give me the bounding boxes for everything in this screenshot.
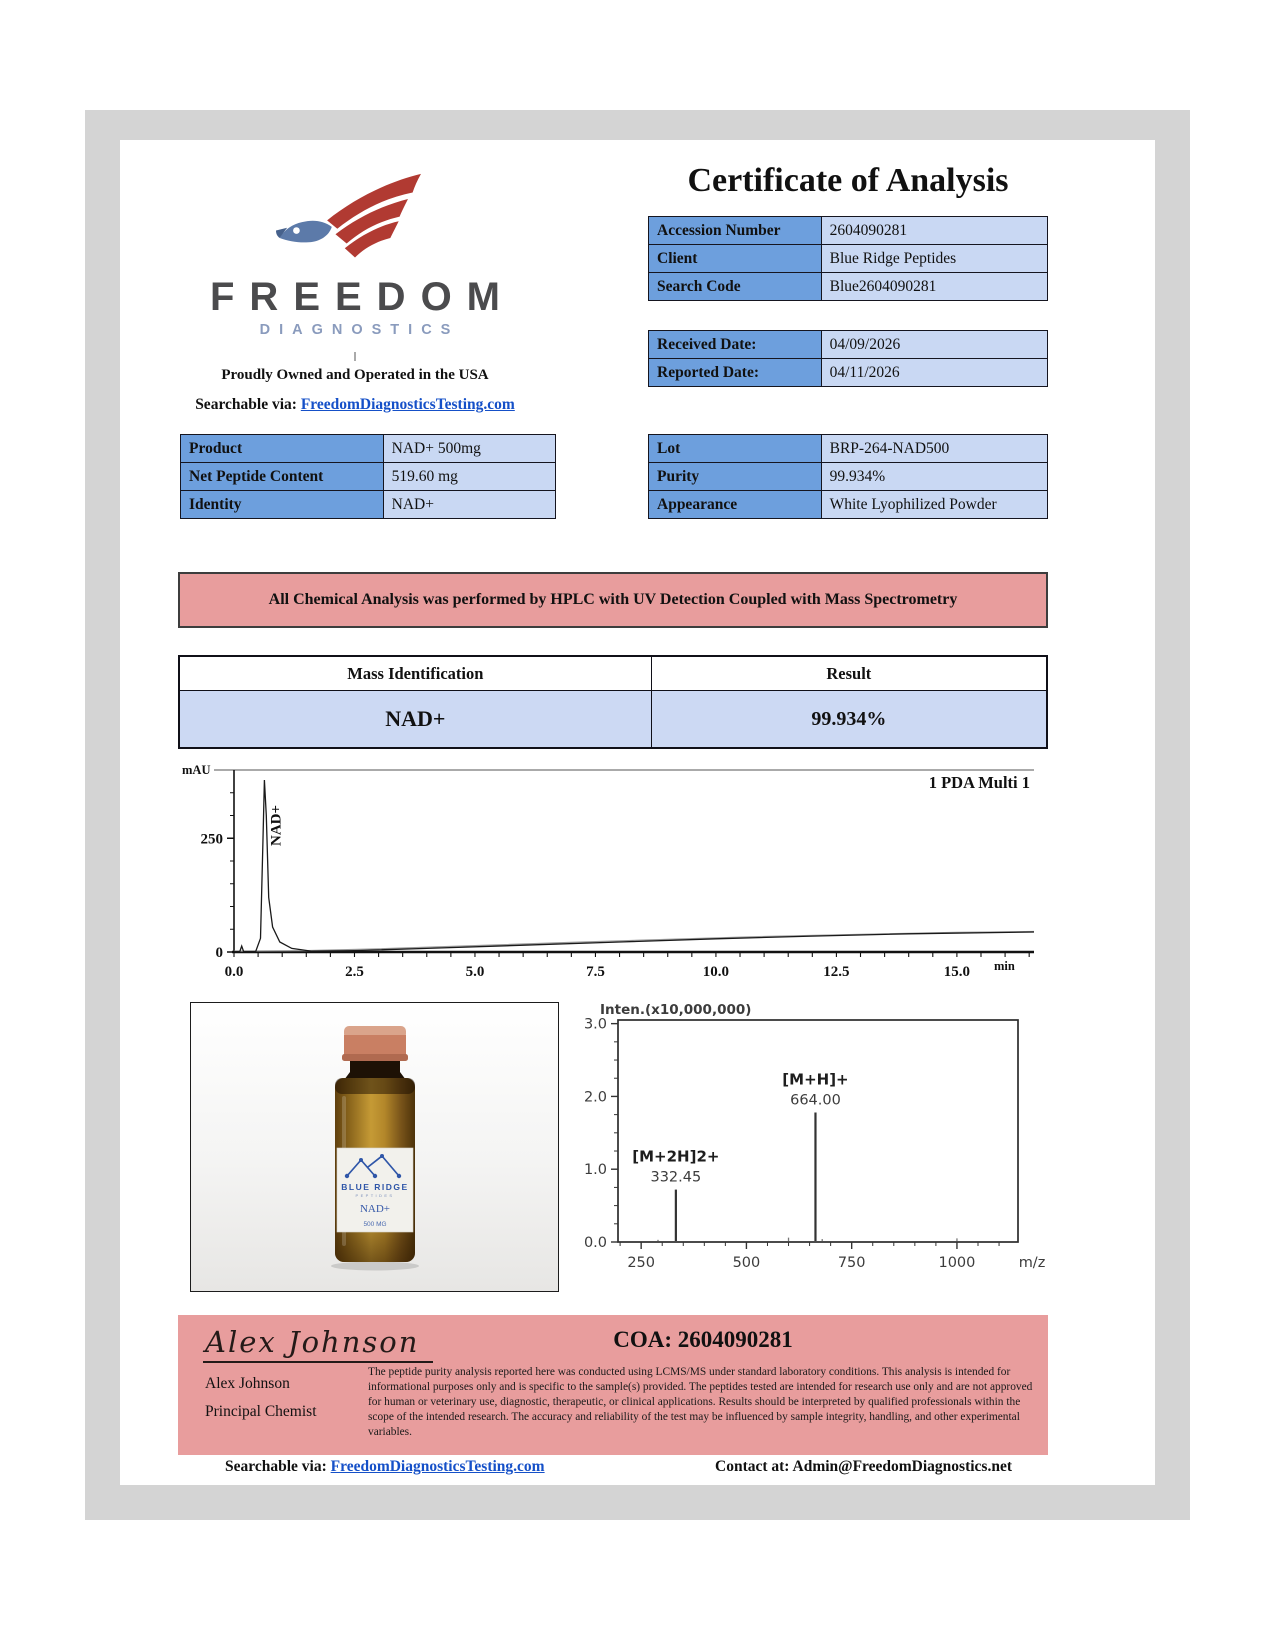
field-label: Received Date: xyxy=(649,331,822,359)
field-value: 99.934% xyxy=(821,463,1047,491)
product-table xyxy=(180,434,556,519)
field-label: Reported Date: xyxy=(649,359,822,387)
vial-product-name: NAD+ xyxy=(359,1203,390,1215)
logo-tagline: Proudly Owned and Operated in the USA xyxy=(221,367,489,383)
footer-searchable xyxy=(225,1458,545,1476)
svg-text:1 PDA Multi 1: 1 PDA Multi 1 xyxy=(928,773,1030,792)
disclaimer-text: The peptide purity analysis reported here was conducted using LCMS/MS under standard laboratory conditions. This analysis is intended for informational purposes only and is specific to the sample(s) provided. The peptides tested are intended for research use only and are not approved for human or veterinary use, diagnostic, therapeutic, or clinical applications. Results should be interpreted by qualified professionals within the scope of the intended research. The accuracy and reliability of the test may be influenced by sample integrity, handling, and other experimental variables. xyxy=(368,1366,1033,1439)
field-label: Product xyxy=(181,435,384,463)
footer-contact-value: Admin@FreedomDiagnostics.net xyxy=(792,1458,1012,1475)
svg-text:0: 0 xyxy=(215,945,223,961)
svg-text:Inten.(x10,000,000): Inten.(x10,000,000) xyxy=(600,1002,752,1018)
signature-script: Alex Johnson xyxy=(203,1325,433,1363)
svg-text:mAU: mAU xyxy=(182,763,211,777)
chemist-name: Alex Johnson xyxy=(205,1375,290,1392)
field-value: Blue2604090281 xyxy=(821,273,1047,301)
svg-text:500: 500 xyxy=(732,1255,761,1271)
field-value: NAD+ xyxy=(383,491,555,519)
svg-text:7.5: 7.5 xyxy=(586,964,605,980)
svg-text:12.5: 12.5 xyxy=(823,964,850,980)
footer-search-link[interactable]: FreedomDiagnosticsTesting.com xyxy=(330,1458,545,1475)
field-label: Search Code xyxy=(649,273,822,301)
field-value: Blue Ridge Peptides xyxy=(821,245,1047,273)
certificate-paper xyxy=(120,140,1155,1485)
svg-text:2.0: 2.0 xyxy=(583,1089,607,1106)
svg-text:min: min xyxy=(994,959,1015,973)
vial-shoulder-shade xyxy=(335,1078,415,1094)
searchable-link[interactable]: FreedomDiagnosticsTesting.com xyxy=(300,396,515,413)
result-header: Result xyxy=(651,656,1047,691)
searchable-label: Searchable via: xyxy=(195,396,297,413)
field-label: Accession Number xyxy=(649,217,822,245)
freedom-logo xyxy=(180,168,530,414)
field-label: Net Peptide Content xyxy=(181,463,384,491)
product-vial-photo xyxy=(190,1002,559,1292)
vial-cap xyxy=(344,1035,406,1056)
mass-header: Mass Identification xyxy=(179,656,651,691)
svg-text:m/z: m/z xyxy=(1018,1255,1046,1271)
field-label: Lot xyxy=(649,435,822,463)
field-value: 04/11/2026 xyxy=(821,359,1047,387)
svg-text:750: 750 xyxy=(837,1255,866,1271)
svg-text:2.5: 2.5 xyxy=(345,964,364,980)
hplc-chromatogram xyxy=(178,762,1052,1002)
vial-brand: BLUE RIDGE xyxy=(340,1182,409,1192)
logo-wordmark-sub: DIAGNOSTICS xyxy=(259,322,460,338)
signature-block xyxy=(178,1315,1048,1455)
vial-brand-sub: PEPTIDES xyxy=(355,1193,394,1198)
svg-text:15.0: 15.0 xyxy=(943,964,971,980)
vial-shadow xyxy=(331,1262,419,1271)
svg-text:3.0: 3.0 xyxy=(583,1016,607,1033)
field-value: NAD+ 500mg xyxy=(383,435,555,463)
svg-text:332.45: 332.45 xyxy=(650,1169,702,1186)
footer-contact-label: Contact at: xyxy=(715,1458,790,1475)
field-label: Appearance xyxy=(649,491,822,519)
vial-illustration xyxy=(300,1014,450,1280)
field-value: 2604090281 xyxy=(821,217,1047,245)
footer-search-label: Searchable via: xyxy=(225,1458,327,1475)
svg-text:250: 250 xyxy=(627,1255,656,1271)
vial-dose: 500 MG xyxy=(362,1221,387,1228)
svg-text:664.00: 664.00 xyxy=(790,1092,841,1109)
svg-text:250: 250 xyxy=(200,831,223,848)
field-label: Identity xyxy=(181,491,384,519)
svg-text:[M+H]+: [M+H]+ xyxy=(782,1070,849,1089)
mass-value: NAD+ xyxy=(179,691,651,749)
field-label: Purity xyxy=(649,463,822,491)
svg-text:0.0: 0.0 xyxy=(583,1235,607,1251)
svg-text:[M+2H]2+: [M+2H]2+ xyxy=(632,1147,720,1166)
logo-wordmark: FREEDOM xyxy=(210,275,515,319)
accession-table xyxy=(648,216,1048,301)
dates-table xyxy=(648,330,1048,387)
svg-text:1.0: 1.0 xyxy=(583,1162,607,1179)
field-value: BRP-264-NAD500 xyxy=(821,435,1047,463)
field-value: 519.60 mg xyxy=(383,463,555,491)
field-value: 04/09/2026 xyxy=(821,331,1047,359)
eagle-logo-icon xyxy=(276,168,434,268)
page-title: Certificate of Analysis xyxy=(687,162,1009,199)
mass-identification-table xyxy=(178,655,1048,749)
result-value: 99.934% xyxy=(651,691,1047,749)
field-label: Client xyxy=(649,245,822,273)
searchable-line xyxy=(180,396,530,414)
svg-text:1000: 1000 xyxy=(938,1255,976,1271)
lot-table xyxy=(648,434,1048,519)
field-value: White Lyophilized Powder xyxy=(821,491,1047,519)
svg-text:5.0: 5.0 xyxy=(465,964,485,980)
svg-text:NAD+: NAD+ xyxy=(268,804,285,847)
vial-cap-lip xyxy=(342,1054,408,1061)
chemist-title: Principal Chemist xyxy=(205,1403,317,1420)
coa-number-heading: COA: 2604090281 xyxy=(613,1327,793,1352)
footer-contact xyxy=(715,1458,1012,1476)
method-banner: All Chemical Analysis was performed by HPLC with UV Detection Coupled with Mass Spectrometry xyxy=(178,572,1048,628)
svg-text:10.0: 10.0 xyxy=(702,964,730,980)
logo-separator xyxy=(354,352,356,361)
svg-text:0.0: 0.0 xyxy=(224,964,244,980)
mass-spectrum-chart xyxy=(560,1002,1060,1292)
vial-neck xyxy=(344,1061,406,1080)
